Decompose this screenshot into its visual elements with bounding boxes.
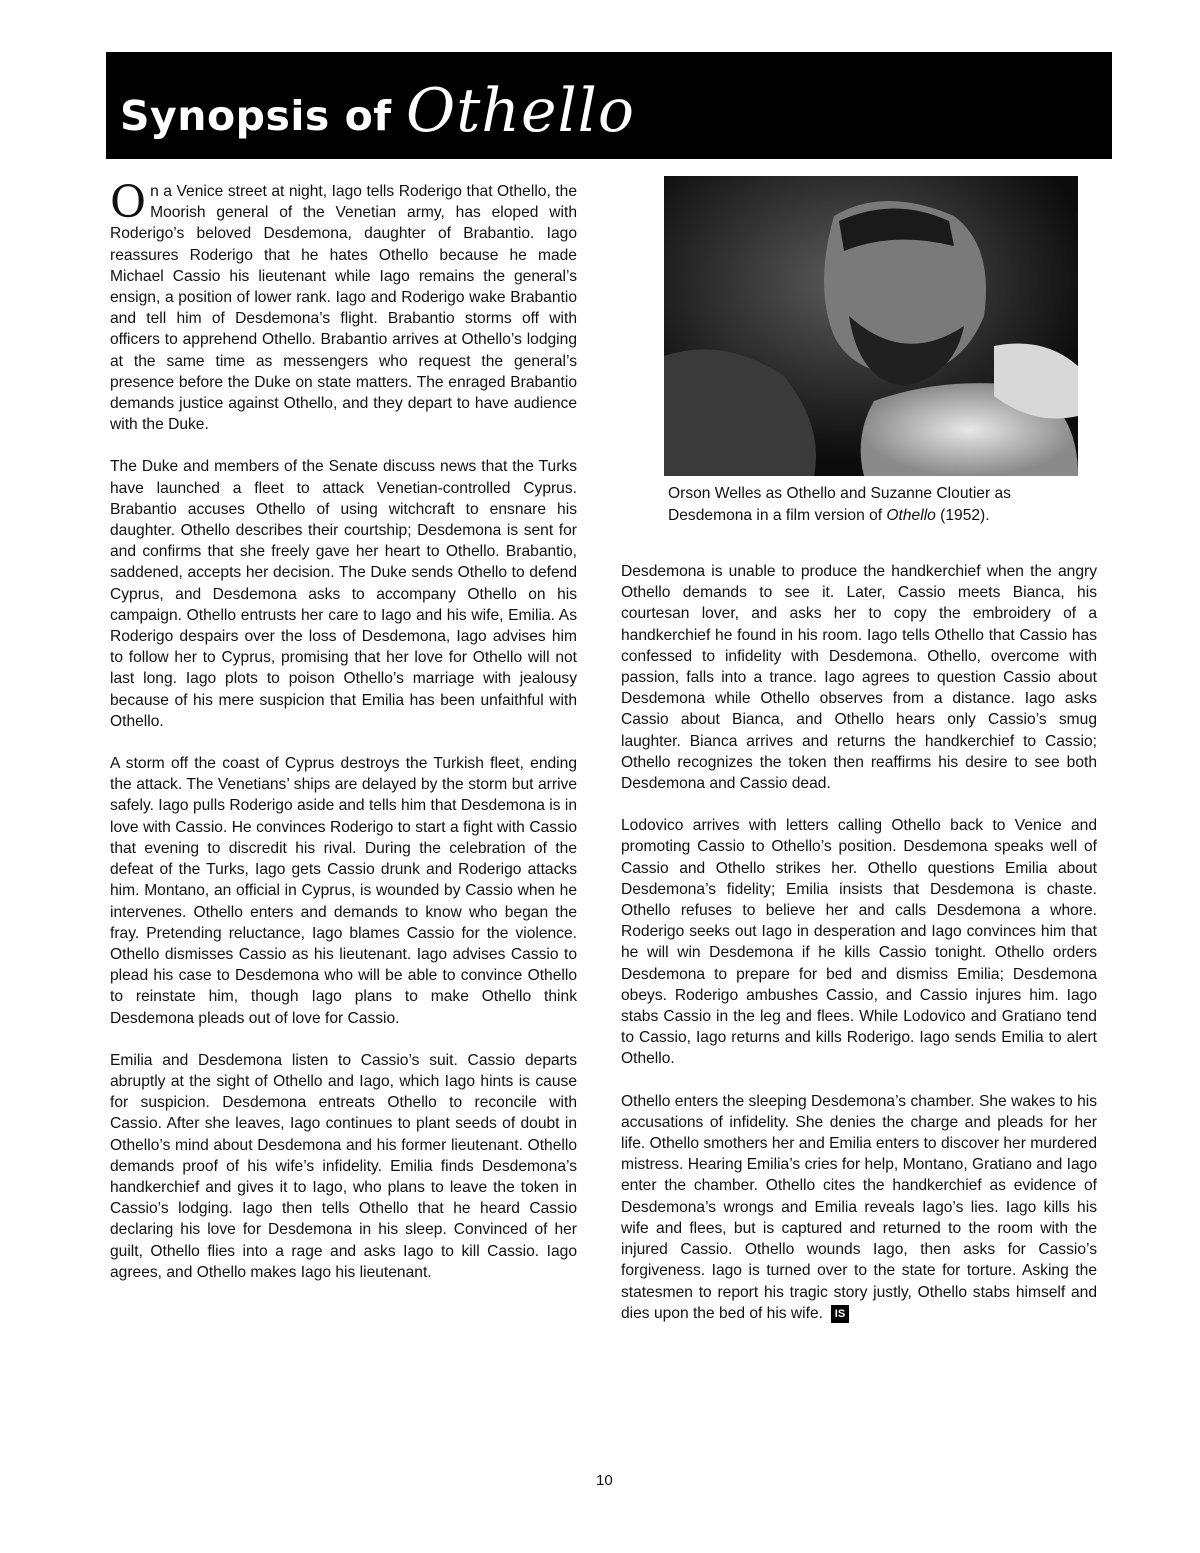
title-play-name: Othello bbox=[406, 76, 635, 146]
paragraph bbox=[110, 177, 577, 435]
caption-text: Orson Welles as Othello and Suzanne Cloutier as Desdemona in a film version of bbox=[668, 485, 1011, 524]
paragraph: A storm off the coast of Cyprus destroys the Turkish fleet, ending the attack. The Venetians’ ships are delayed by the storm but arrive safely. Iago pulls Roderigo aside and tells him that Desdemona is in love with Cassio. He convinces Roderigo to start a fight with Cassio that evening to discredit his rival. During the celebration of the defeat of the Turks, Iago gets Cassio drunk and Roderigo attacks him. Montano, an official in Cyprus, is wounded by Cassio when he intervenes. Othello enters and demands to know who began the fray. Pretending reluctance, Iago blames Cassio for the violence. Othello dismisses Cassio as his lieutenant. Iago advises Cassio to plead his case to Desdemona who will be able to convince Othello to reinstate him, though Iago plans to make Othello think Desdemona pleads out of love for Cassio. bbox=[110, 755, 577, 1027]
film-still-image bbox=[664, 176, 1078, 476]
page-number: 10 bbox=[596, 1472, 613, 1489]
paragraph: Desdemona is unable to produce the handkerchief when the angry Othello demands to see it. Later, Cassio meets Bianca, his courtesan lover, and asks her to copy the embroidery of a handkerchief he found in his room. Iago tells Othello that Cassio has confessed to infidelity with Desdemona. Othello, overcome with passion, falls into a trance. Iago agrees to question Cassio about Desdemona while Othello observes from a distance. Iago asks Cassio about Bianca, and Othello hears only Cassio’s smug laughter. Bianca arrives and returns the handkerchief to Cassio; Othello recognizes the token then reaffirms his desire to see both Desdemona and Cassio dead. bbox=[621, 563, 1097, 793]
photo-caption bbox=[668, 483, 1088, 526]
title-prefix: Synopsis of bbox=[120, 92, 392, 140]
end-mark-icon: IS bbox=[831, 1305, 849, 1323]
title-banner bbox=[106, 52, 1112, 159]
drop-cap: O bbox=[110, 177, 147, 228]
paragraph-text: Othello enters the sleeping Desdemona’s chamber. She wakes to his accusations of infidelity. She denies the charge and pleads for her life. Othello smothers her and Emilia enters to discover her murdered mistress. Hearing Emilia’s cries for help, Montano, Gratiano and Iago enter the chamber. Othello cites the handkerchief as evidence of Desdemona’s wrongs and Emilia reveals Iago’s lies. Iago kills his wife and flees, but is captured and returned to the room with the injured Cassio. Othello wounds Iago, then asks for Cassio’s forgiveness. Iago is turned over to the state for torture. Asking the statesmen to report his tragic story justly, Othello stabs himself and dies upon the bed of his wife. bbox=[621, 1092, 1097, 1322]
paragraph: The Duke and members of the Senate discuss news that the Turks have launched a fleet to attack Venetian-controlled Cyprus. Brabantio accuses Othello of using witchcraft to ensnare his daughter. Othello describes their courtship; Desdemona is sent for and confirms that she freely gave her heart to Othello. Brabantio, saddened, accepts her decision. The Duke sends Othello to defend Cyprus, and Desdemona asks to accompany Othello on his campaign. Othello entrusts her care to Iago and his wife, Emilia. As Roderigo despairs over the loss of Desdemona, Iago advises him to follow her to Cyprus, promising that her love for Othello will not last long. Iago plots to poison Othello’s marriage with jealousy because of his mere suspicion that Emilia has been unfaithful with Othello. bbox=[110, 458, 577, 730]
paragraph: Lodovico arrives with letters calling Othello back to Venice and promoting Cassio to Othello’s position. Desdemona speaks well of Cassio and Othello strikes her. Othello questions Emilia about Desdemona’s fidelity; Emilia insists that Desdemona is chaste. Othello refuses to believe her and calls Desdemona a whore. Roderigo seeks out Iago in desperation and Iago convinces him that he will win Desdemona if he kills Cassio tonight. Othello orders Desdemona to prepare for bed and dismiss Emilia; Desdemona obeys. Roderigo ambushes Cassio, and Cassio injures him. Iago stabs Cassio in the leg and flees. While Lodovico and Gratiano tend to Cassio, Iago returns and kills Roderigo. Iago sends Emilia to alert Othello. bbox=[621, 817, 1097, 1068]
left-column bbox=[110, 177, 577, 1304]
paragraph: Emilia and Desdemona listen to Cassio’s suit. Cassio departs abruptly at the sight of Othello and Iago, which Iago hints is cause for suspicion. Desdemona entreats Othello to reconcile with Cassio. After she leaves, Iago continues to plant seeds of doubt in Othello’s mind about Desdemona and his former lieutenant. Othello demands proof of his wife’s infidelity. Emilia finds Desdemona’s handkerchief and gives it to Iago, who plans to leave the token in Cassio’s lodging. Iago then tells Othello that he heard Cassio declaring his love for Desdemona in his sleep. Convinced of her guilt, Othello flies into a rage and asks Iago to kill Cassio. Iago agrees, and Othello makes Iago his lieutenant. bbox=[110, 1051, 577, 1281]
paragraph bbox=[621, 1091, 1097, 1324]
paragraph-text: n a Venice street at night, Iago tells Roderigo that Othello, the Moorish general of the Venetian army, has eloped with Roderigo’s beloved Desdemona, daughter of Brabantio. Iago reassures Roderigo that he hates Othello because he made Michael Cassio his lieutenant while Iago remains the general’s ensign, a position of lower rank. Iago and Roderigo wake Brabantio and tell him of Desdemona’s flight. Brabantio storms off with officers to apprehend Othello. Brabantio arrives at Othello’s lodging at the same time as messengers who request the general’s presence before the Duke on state matters. The enraged Brabantio demands justice against Othello, and they depart to have audience with the Duke. bbox=[110, 183, 577, 434]
caption-film-title: Othello bbox=[886, 506, 936, 524]
right-column bbox=[621, 561, 1097, 1345]
film-still-photo bbox=[664, 176, 1078, 476]
caption-year: (1952). bbox=[935, 506, 990, 524]
